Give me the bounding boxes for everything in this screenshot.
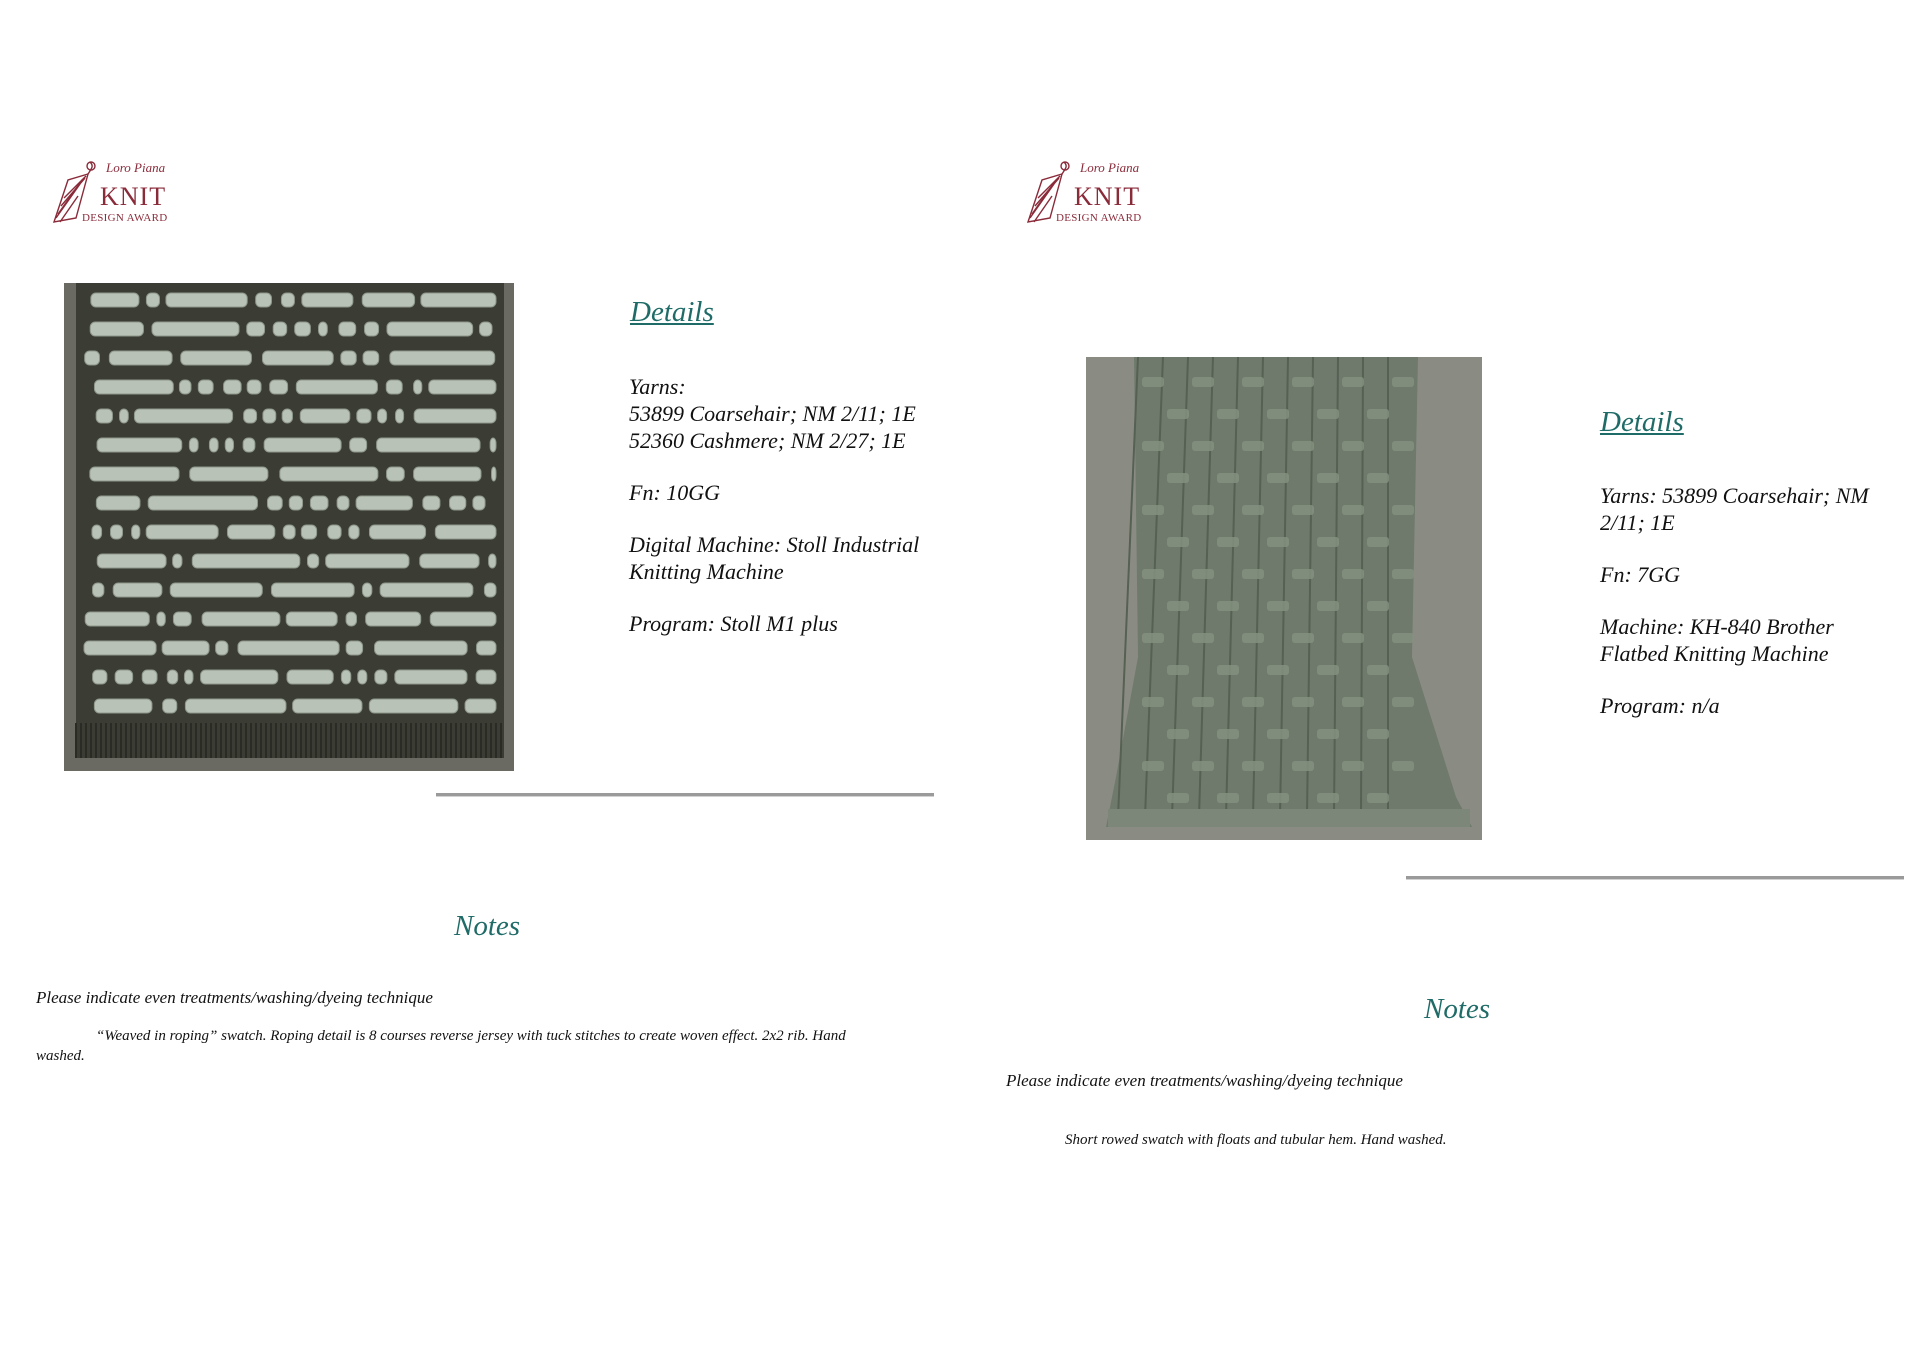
notes-line: “Weaved in roping” swatch. Roping detail is 8 courses reverse jersey with tuck stitches to create woven effect. 2x2 rib. Hand — [96, 1028, 846, 1044]
brand-award: DESIGN AWARD — [1056, 212, 1142, 224]
details-title: Details — [630, 296, 714, 328]
notes-prompt: Please indicate even treatments/washing/dyeing technique — [1006, 1071, 1403, 1090]
knit-design-award-logo — [1022, 160, 1152, 226]
gauge-value: Fn: 7GG — [1600, 562, 1681, 587]
notes-text — [36, 1026, 916, 1066]
yarn-line: Yarns: 53899 Coarsehair; NM — [1600, 483, 1869, 508]
brand-script: Loro Piana — [1080, 160, 1140, 175]
gauge-value: Fn: 10GG — [629, 480, 721, 505]
details-body — [1600, 482, 1910, 744]
program-value: Program: n/a — [1600, 693, 1720, 718]
notes-line: Short rowed swatch with floats and tubular hem. Hand washed. — [1065, 1132, 1447, 1148]
details-title: Details — [1600, 406, 1684, 438]
brand-knit: KNIT — [1074, 182, 1141, 211]
program-value: Program: Stoll M1 plus — [629, 611, 838, 636]
brand-award: DESIGN AWARD — [82, 212, 168, 224]
yarn-line: 52360 Cashmere; NM 2/27; 1E — [629, 428, 906, 453]
swatch-photo-roping — [64, 283, 514, 771]
machine-line: Machine: KH-840 Brother — [1600, 614, 1834, 639]
machine-line: Digital Machine: Stoll Industrial — [629, 532, 920, 557]
notes-prompt: Please indicate even treatments/washing/dyeing technique — [36, 988, 433, 1007]
notes-title: Notes — [1424, 993, 1491, 1025]
machine-line: Knitting Machine — [629, 559, 784, 584]
swatch-photo-short-rowed — [1086, 357, 1482, 840]
notes-title: Notes — [454, 910, 521, 942]
yarn-line: 53899 Coarsehair; NM 2/11; 1E — [629, 401, 916, 426]
brand-knit: KNIT — [100, 182, 167, 211]
divider-rule — [436, 793, 934, 797]
yarn-line: 2/11; 1E — [1600, 510, 1675, 535]
knit-design-award-logo — [48, 160, 178, 226]
document-page-2 — [964, 0, 1920, 1359]
notes-text — [1065, 1130, 1865, 1150]
details-body — [629, 373, 959, 662]
divider-rule — [1406, 876, 1904, 880]
yarns-label: Yarns: — [629, 374, 686, 399]
brand-script: Loro Piana — [106, 160, 166, 175]
notes-line: washed. — [36, 1048, 85, 1064]
machine-line: Flatbed Knitting Machine — [1600, 641, 1829, 666]
